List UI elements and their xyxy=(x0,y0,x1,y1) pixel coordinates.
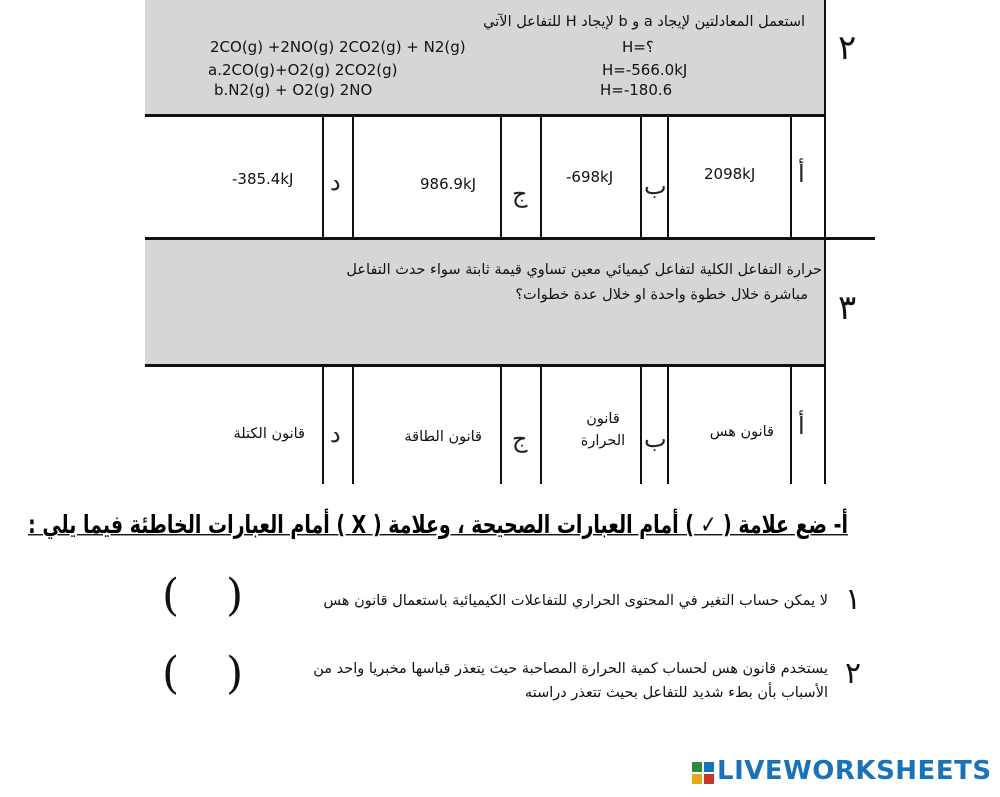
divider xyxy=(322,366,324,484)
value-a: H=-566.0kJ xyxy=(602,61,688,79)
divider xyxy=(667,366,669,484)
liveworksheets-logo-icon xyxy=(692,762,714,784)
divider xyxy=(640,116,642,238)
option-b-letter: ب xyxy=(644,172,667,200)
option-b-value[interactable]: -698kJ xyxy=(566,168,614,186)
option-c-letter: ج xyxy=(512,425,528,453)
option-d-letter: د xyxy=(330,168,341,196)
statement-1-text: لا يمكن حساب التغير في المحتوى الحراري للتفاعلات الكيميائية باستعمال قانون هس xyxy=(323,593,828,609)
option-d-letter: د xyxy=(330,420,341,448)
divider xyxy=(500,366,502,484)
divider xyxy=(824,240,826,367)
answer-box-2-close: ) xyxy=(226,648,244,699)
question-3-prompt-line1: حرارة التفاعل الكلية لتفاعل كيميائي معين تساوي قيمة ثابتة سواء حدث التفاعل xyxy=(346,262,822,278)
true-false-instruction: أ- ضع علامة ( ✓ ) أمام العبارات الصحيحة ، وعلامة ( X ) أمام العبارات الخاطئة فيما يلي : xyxy=(28,510,848,540)
divider xyxy=(824,116,826,238)
divider xyxy=(824,0,826,118)
divider xyxy=(540,116,542,238)
question-2-prompt: استعمل المعادلتين لإيجاد a و b لإيجاد H للتفاعل الآتي xyxy=(483,14,805,30)
option-c-text[interactable]: قانون الطاقة xyxy=(404,429,482,445)
statement-2-line1: يستخدم قانون هس لحساب كمية الحرارة المصاحبة حيث يتعذر قياسها مخبريا واحد من xyxy=(313,661,828,677)
divider xyxy=(667,116,669,238)
divider xyxy=(322,116,324,238)
answer-box-2[interactable] xyxy=(185,656,225,698)
reaction-a: a.2CO(g)+O2(g) 2CO2(g) xyxy=(208,61,398,79)
option-c-letter: ج xyxy=(512,180,528,208)
divider xyxy=(790,116,792,238)
divider xyxy=(145,364,825,367)
divider xyxy=(790,366,792,484)
option-b-letter: ب xyxy=(644,425,667,453)
option-d-text[interactable]: قانون الكتلة xyxy=(233,426,305,442)
target-reaction: 2CO(g) +2NO(g) 2CO2(g) + N2(g) xyxy=(210,38,466,56)
option-a-value[interactable]: 2098kJ xyxy=(704,165,756,183)
option-a-letter: أ xyxy=(798,160,805,188)
question-3-number: ٣ xyxy=(838,288,857,328)
reaction-b: b.N2(g) + O2(g) 2NO xyxy=(214,81,373,99)
divider xyxy=(352,366,354,484)
target-value: H=؟ xyxy=(622,38,654,56)
question-3-prompt-line2: مباشرة خلال خطوة واحدة او خلال عدة خطوات؟ xyxy=(515,287,808,303)
option-b-text[interactable]: قانون الحرارة xyxy=(580,411,626,449)
liveworksheets-logo-text: LIVEWORKSHEETS xyxy=(717,756,992,786)
answer-box-1-close: ) xyxy=(226,570,244,621)
statement-2-number: ٢ xyxy=(845,656,862,691)
divider xyxy=(540,366,542,484)
statement-1-number: ١ xyxy=(845,582,862,617)
answer-box-1-open: ( xyxy=(162,570,180,621)
divider xyxy=(352,116,354,238)
answer-box-1[interactable] xyxy=(185,578,225,620)
divider xyxy=(824,366,826,484)
divider xyxy=(145,114,825,117)
option-d-value[interactable]: -385.4kJ xyxy=(232,170,294,188)
option-a-letter: أ xyxy=(798,412,805,440)
question-2-number: ٢ xyxy=(838,28,857,68)
option-c-value[interactable]: 986.9kJ xyxy=(420,175,477,193)
answer-box-2-open: ( xyxy=(162,648,180,699)
option-a-text[interactable]: قانون هس xyxy=(709,424,774,440)
divider xyxy=(500,116,502,238)
value-b: H=-180.6 xyxy=(600,81,673,99)
statement-2-line2: الأسباب بأن بطء شديد للتفاعل بحيث تتعذر دراسته xyxy=(524,685,828,701)
divider xyxy=(640,366,642,484)
